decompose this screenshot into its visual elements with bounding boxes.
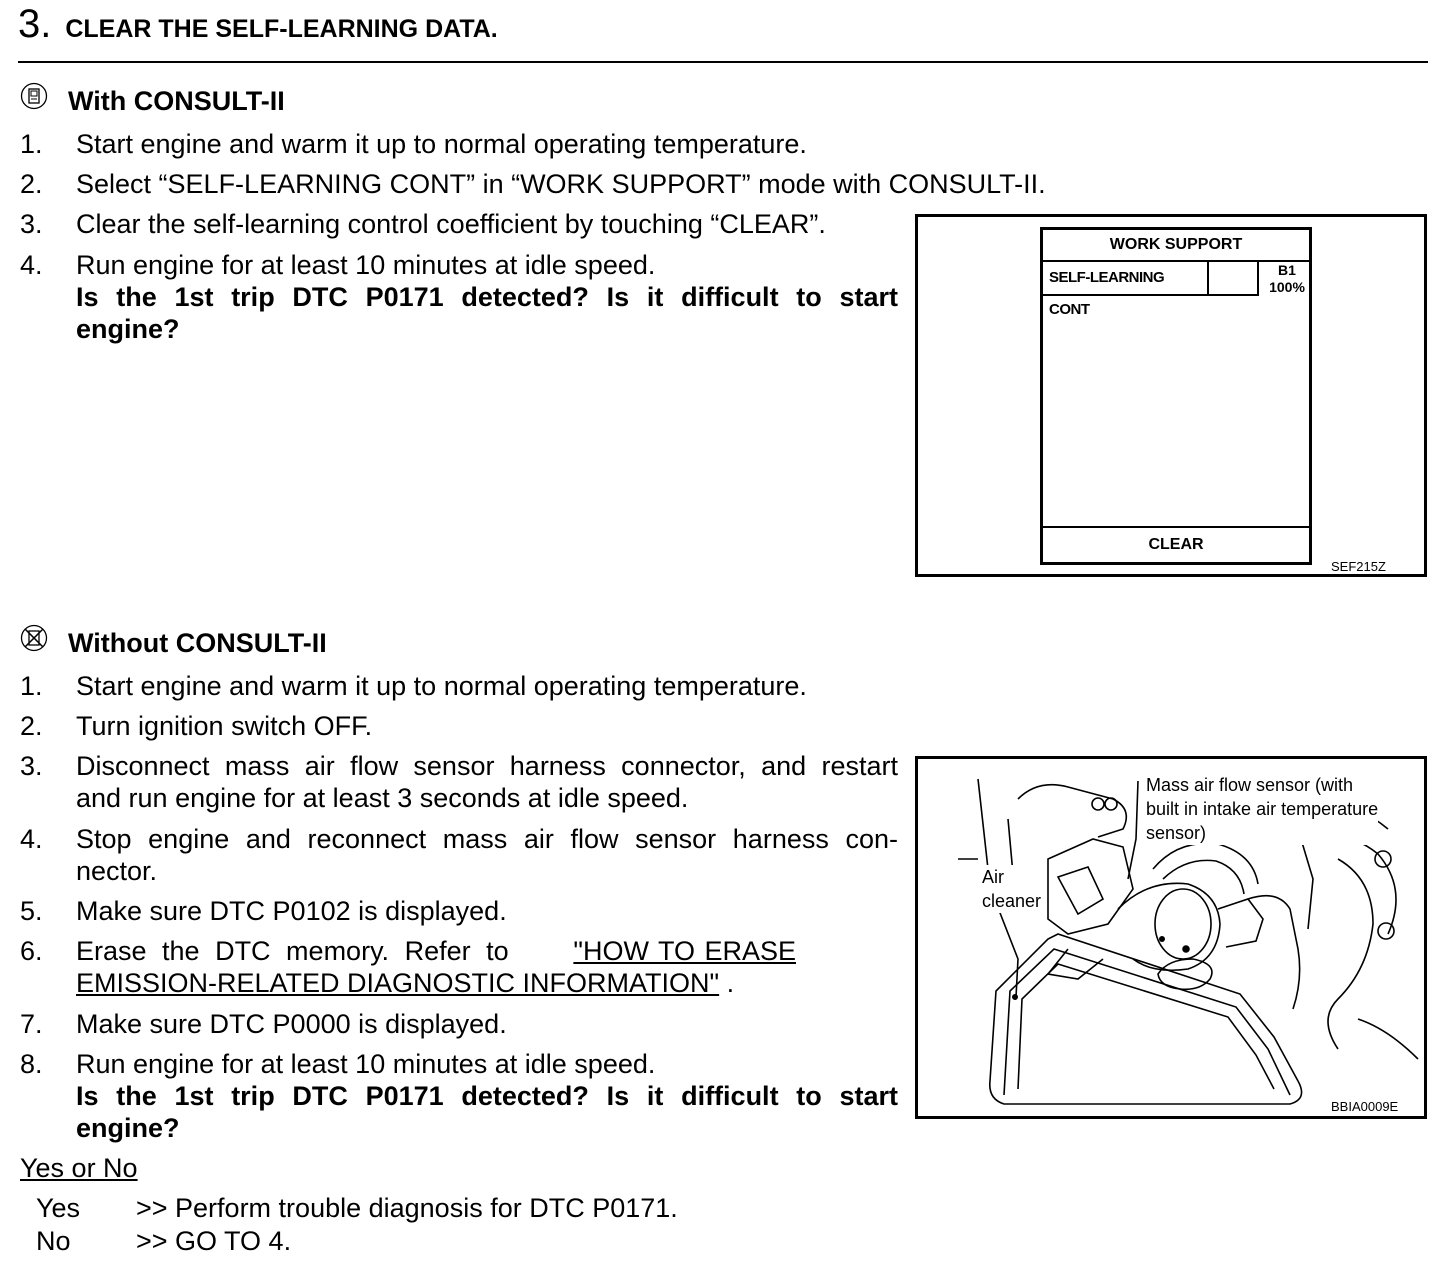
work-support-figure [915, 214, 1427, 577]
list-number: 2. [20, 711, 43, 741]
erase-dtc-link[interactable]: "HOW TO ERASE [573, 936, 796, 966]
erase-dtc-link-cont[interactable]: EMISSION-RELATED DIAGNOSTIC INFORMATION" [76, 968, 720, 998]
list-text: Turn ignition switch OFF. [76, 711, 373, 741]
with-consult-heading [20, 86, 285, 117]
figure-code: BBIA0009E [1331, 1099, 1399, 1114]
list-text: Disconnect mass air flow sensor harness connector, and restart [76, 751, 898, 781]
empty-cell [1209, 262, 1259, 296]
bank-value [1265, 262, 1309, 296]
list-text: Make sure DTC P0000 is displayed. [76, 1009, 507, 1039]
screen-title: WORK SUPPORT [1043, 230, 1309, 262]
list-text: Run engine for at least 10 minutes at idle speed. [76, 250, 656, 280]
figure-code: SEF215Z [1331, 559, 1386, 574]
maf-sensor-figure [915, 756, 1427, 1119]
result-action: >> Perform trouble diagnosis for DTC P0171. [136, 1193, 678, 1223]
question-text: Is the 1st trip DTC P0171 detected? Is it difficult to start [76, 1081, 898, 1111]
question-text: engine? [76, 1113, 180, 1143]
maf-callout-line: sensor) [1146, 823, 1207, 843]
yes-or-no-heading: Yes or No [20, 1153, 138, 1183]
question-text: Is the 1st trip DTC P0171 detected? Is it difficult to start [76, 282, 898, 312]
air-callout-line: Air [982, 867, 1004, 887]
list-number: 2. [20, 169, 43, 199]
header-rule [18, 61, 1428, 63]
maf-callout [1146, 773, 1378, 845]
list-text [76, 935, 796, 967]
without-consult-label: Without CONSULT-II [68, 628, 327, 658]
bank-label: B1 [1278, 262, 1296, 278]
maf-callout-line: Mass air flow sensor (with [1146, 775, 1354, 795]
list-number: 8. [20, 1049, 43, 1079]
list-number: 3. [20, 209, 43, 239]
no-consult-icon [20, 624, 48, 652]
list-text-cont [76, 967, 734, 999]
step-number: 3. [18, 2, 52, 46]
refer-text: Erase the DTC memory. Refer to [76, 936, 509, 966]
step-header [18, 4, 498, 56]
consult-tool-icon [20, 82, 48, 110]
consult-screen [1040, 227, 1312, 565]
period-text: . [719, 968, 735, 998]
list-text: Make sure DTC P0102 is displayed. [76, 896, 507, 926]
result-action: >> GO TO 4. [136, 1226, 292, 1256]
without-consult-heading [20, 628, 327, 659]
list-text: Select “SELF-LEARNING CONT” in “WORK SUPPORT” mode with CONSULT-II. [76, 169, 1046, 199]
percent-value: 100% [1269, 279, 1305, 295]
result-row [36, 1192, 678, 1224]
result-answer: Yes [36, 1193, 81, 1223]
list-text-cont: nector. [76, 856, 158, 886]
list-text: Run engine for at least 10 minutes at idle speed. [76, 1049, 656, 1079]
list-number: 4. [20, 824, 43, 854]
list-text-cont: and run engine for at least 3 seconds at idle speed. [76, 783, 689, 813]
question-text: engine? [76, 314, 180, 344]
list-text: Start engine and warm it up to normal operating temperature. [76, 671, 807, 701]
air-callout-line: cleaner [982, 891, 1042, 911]
list-number: 1. [20, 671, 43, 701]
clear-button: CLEAR [1043, 526, 1309, 562]
screen-row [1043, 262, 1309, 318]
list-number: 6. [20, 936, 43, 966]
maf-callout-line: built in intake air temperature [1146, 799, 1379, 819]
self-learning-label: SELF-LEARNING CONT [1043, 262, 1209, 296]
result-row [36, 1225, 291, 1257]
result-answer: No [36, 1226, 71, 1256]
list-text: Stop engine and reconnect mass air flow sensor harness con- [76, 824, 898, 854]
list-number: 5. [20, 896, 43, 926]
list-text: Start engine and warm it up to normal operating temperature. [76, 129, 807, 159]
list-number: 7. [20, 1009, 43, 1039]
air-cleaner-callout [982, 865, 1041, 913]
with-consult-label: With CONSULT-II [68, 86, 285, 116]
list-number: 4. [20, 250, 43, 280]
list-number: 3. [20, 751, 43, 781]
list-number: 1. [20, 129, 43, 159]
step-title: CLEAR THE SELF-LEARNING DATA. [65, 15, 498, 43]
list-text: Clear the self-learning control coefficient by touching “CLEAR”. [76, 209, 826, 239]
